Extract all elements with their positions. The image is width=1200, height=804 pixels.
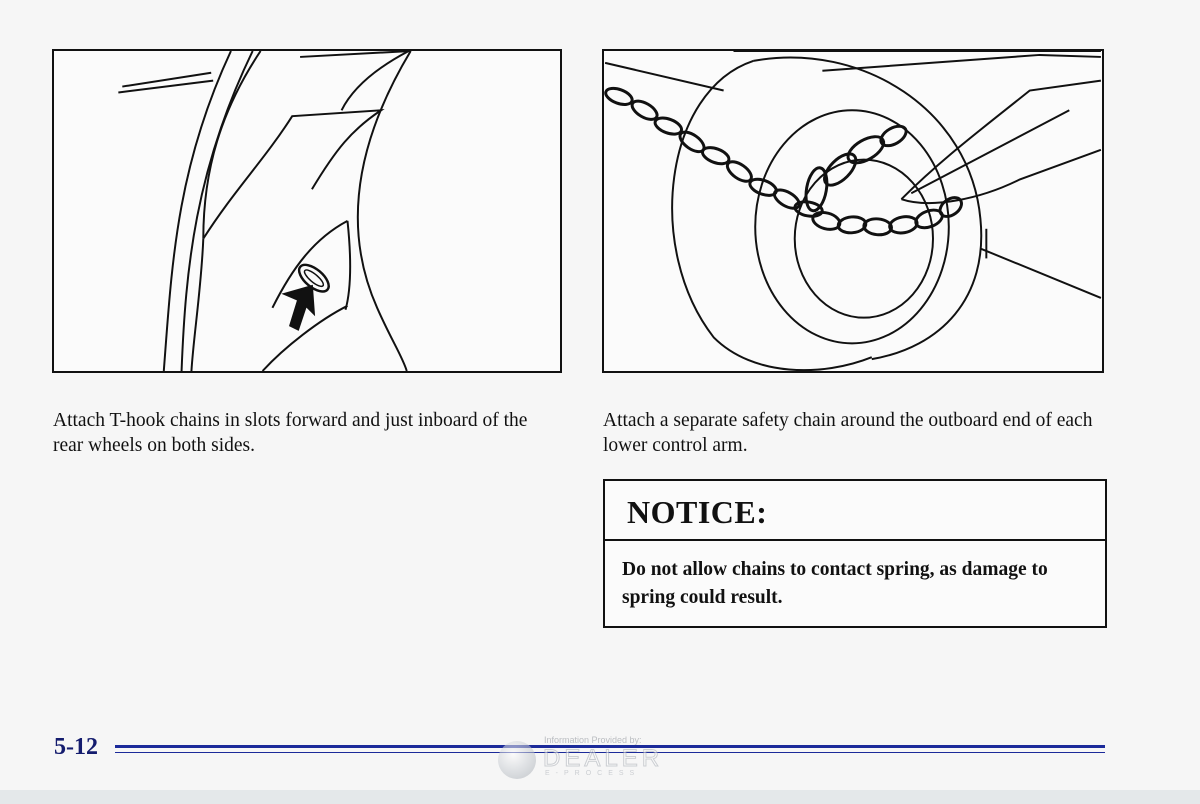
notice-title: NOTICE:: [605, 481, 1105, 541]
watermark-sub-brand: E-PROCESS: [545, 770, 641, 777]
notice-body: Do not allow chains to contact spring, as damage to spring could result.: [622, 559, 1048, 608]
right-figure-caption: Attach a separate safety chain around the outboard end of each lower control arm.: [603, 410, 1093, 456]
safety-chain-illustration: [604, 51, 1102, 371]
page-number: 5-12: [54, 734, 98, 760]
watermark-caption: Information Provided by:: [544, 735, 642, 745]
bottom-page-band: [0, 790, 1200, 804]
t-hook-slot-illustration: [54, 51, 560, 371]
notice-box: [603, 479, 1107, 628]
t-hook-slot-figure: [52, 49, 562, 373]
dealer-watermark: [494, 733, 694, 783]
safety-chain-figure: [602, 49, 1104, 373]
watermark-logo-icon: [498, 741, 536, 779]
watermark-brand: DEALER: [543, 745, 664, 772]
left-figure-caption: Attach T-hook chains in slots forward and just inboard of the rear wheels on both sides.: [53, 410, 528, 456]
